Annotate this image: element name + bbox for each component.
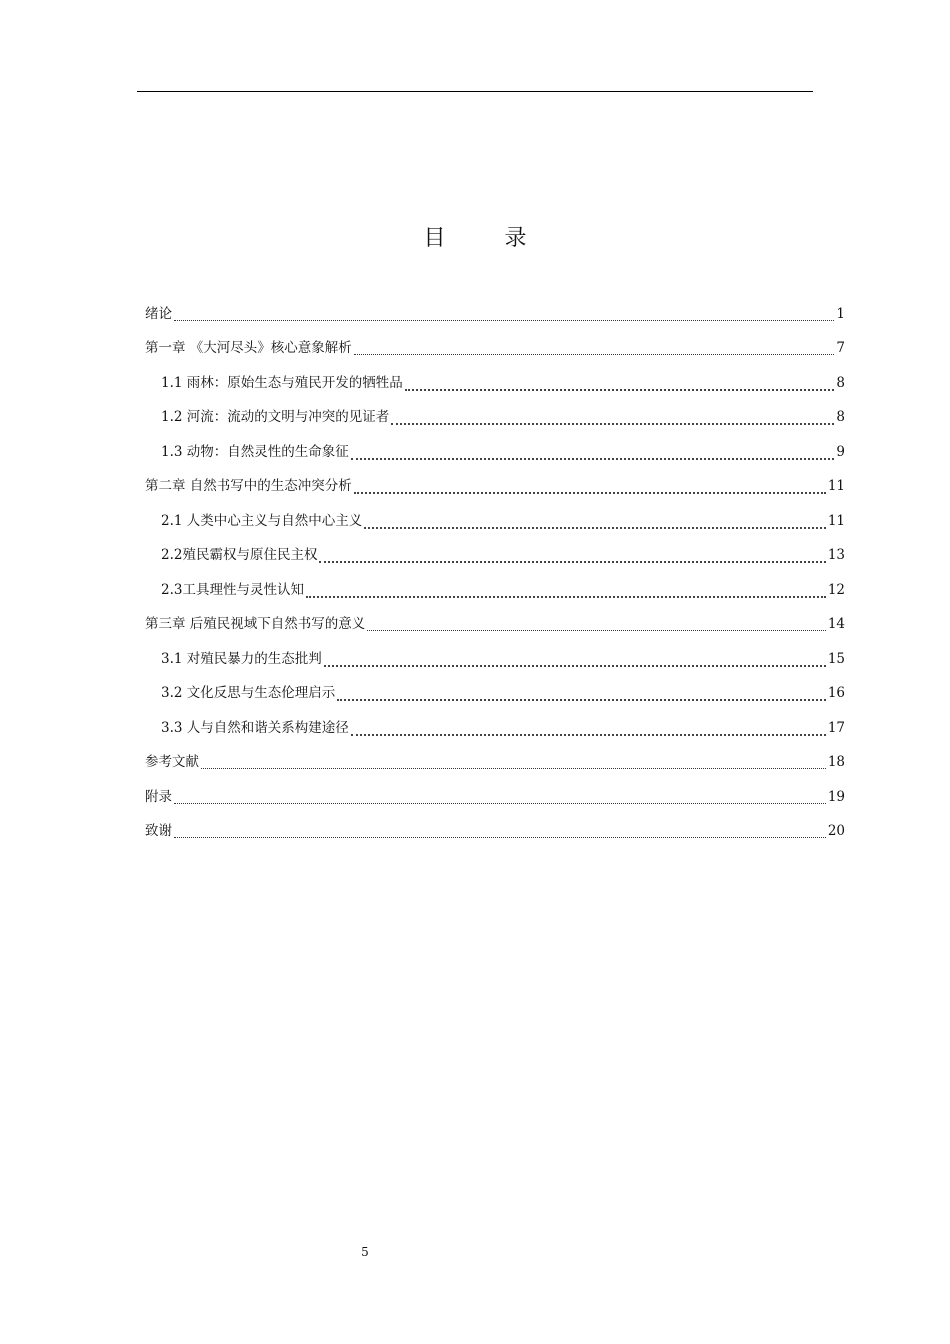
toc-entry-page: 9 bbox=[836, 443, 845, 460]
toc-entry-preface[interactable] bbox=[145, 296, 845, 331]
dot-leader bbox=[351, 734, 826, 736]
dot-leader bbox=[324, 665, 826, 667]
toc-entry-references[interactable] bbox=[145, 745, 845, 780]
dot-leader bbox=[337, 699, 826, 701]
toc-entry-page: 11 bbox=[827, 478, 845, 494]
toc-entry-label: 1.2 河流：流动的文明与冲突的见证者 bbox=[161, 409, 390, 425]
dot-leader bbox=[405, 389, 835, 391]
dot-leader bbox=[306, 596, 826, 598]
dot-leader bbox=[319, 561, 825, 563]
toc-list bbox=[145, 296, 845, 848]
toc-entry-page: 8 bbox=[836, 409, 845, 425]
toc-entry-label: 3.3 人与自然和谐关系构建途径 bbox=[161, 719, 349, 736]
toc-entry-page: 1 bbox=[836, 305, 845, 322]
toc-entry-label: 1.3 动物：自然灵性的生命象征 bbox=[161, 443, 349, 460]
toc-entry-label: 致谢 bbox=[145, 823, 172, 839]
header-rule bbox=[137, 91, 813, 92]
toc-entry-page: 12 bbox=[827, 581, 845, 598]
toc-entry-section-2-3[interactable] bbox=[145, 572, 845, 607]
toc-title: 目 录 bbox=[423, 226, 553, 251]
toc-entry-acknowledgements[interactable] bbox=[145, 814, 845, 849]
toc-entry-page: 15 bbox=[827, 650, 845, 667]
toc-entry-section-1-2[interactable] bbox=[145, 400, 845, 435]
toc-entry-appendix[interactable] bbox=[145, 779, 845, 814]
dot-leader bbox=[351, 458, 835, 460]
toc-entry-label: 绪论 bbox=[145, 305, 172, 322]
dot-leader bbox=[174, 803, 826, 804]
toc-entry-chapter-1[interactable] bbox=[145, 331, 845, 366]
toc-entry-label: 第二章 自然书写中的生态冲突分析 bbox=[145, 478, 352, 494]
toc-entry-page: 19 bbox=[827, 788, 845, 805]
toc-entry-chapter-2[interactable] bbox=[145, 469, 845, 504]
dot-leader bbox=[174, 320, 834, 321]
toc-entry-section-2-2[interactable] bbox=[145, 538, 845, 573]
toc-entry-section-1-3[interactable] bbox=[145, 434, 845, 469]
dot-leader bbox=[391, 423, 834, 425]
toc-entry-label: 3.1 对殖民暴力的生态批判 bbox=[161, 650, 322, 667]
toc-entry-chapter-3[interactable] bbox=[145, 607, 845, 642]
toc-entry-section-3-1[interactable] bbox=[145, 641, 845, 676]
toc-entry-page: 8 bbox=[836, 374, 845, 391]
dot-leader bbox=[354, 354, 835, 355]
toc-entry-label: 第三章 后殖民视域下自然书写的意义 bbox=[145, 616, 366, 632]
toc-entry-label: 2.1 人类中心主义与自然中心主义 bbox=[161, 512, 363, 529]
toc-entry-page: 7 bbox=[836, 340, 845, 356]
toc-entry-label: 1.1 雨林：原始生态与殖民开发的牺牲品 bbox=[161, 374, 403, 391]
toc-entry-page: 16 bbox=[827, 685, 845, 701]
toc-entry-page: 20 bbox=[827, 823, 845, 839]
toc-entry-section-2-1[interactable] bbox=[145, 503, 845, 538]
toc-entry-page: 11 bbox=[827, 512, 845, 529]
toc-entry-section-3-3[interactable] bbox=[145, 710, 845, 745]
dot-leader bbox=[354, 492, 826, 494]
toc-entry-label: 2.3工具理性与灵性认知 bbox=[161, 581, 304, 598]
toc-entry-page: 14 bbox=[827, 616, 845, 632]
toc-entry-label: 2.2殖民霸权与原住民主权 bbox=[161, 547, 318, 563]
toc-entry-label: 参考文献 bbox=[145, 754, 199, 770]
dot-leader bbox=[364, 527, 826, 529]
toc-entry-page: 17 bbox=[827, 719, 845, 736]
toc-entry-label: 3.2 文化反思与生态伦理启示 bbox=[161, 685, 336, 701]
toc-entry-section-1-1[interactable] bbox=[145, 365, 845, 400]
footer-page-number: 5 bbox=[361, 1245, 369, 1259]
toc-entry-section-3-2[interactable] bbox=[145, 676, 845, 711]
toc-entry-page: 18 bbox=[827, 754, 845, 770]
toc-entry-page: 13 bbox=[827, 547, 845, 563]
dot-leader bbox=[367, 630, 826, 631]
dot-leader bbox=[201, 768, 826, 769]
toc-entry-label: 第一章 《大河尽头》核心意象解析 bbox=[145, 340, 352, 356]
dot-leader bbox=[174, 837, 826, 838]
toc-entry-label: 附录 bbox=[145, 788, 172, 805]
